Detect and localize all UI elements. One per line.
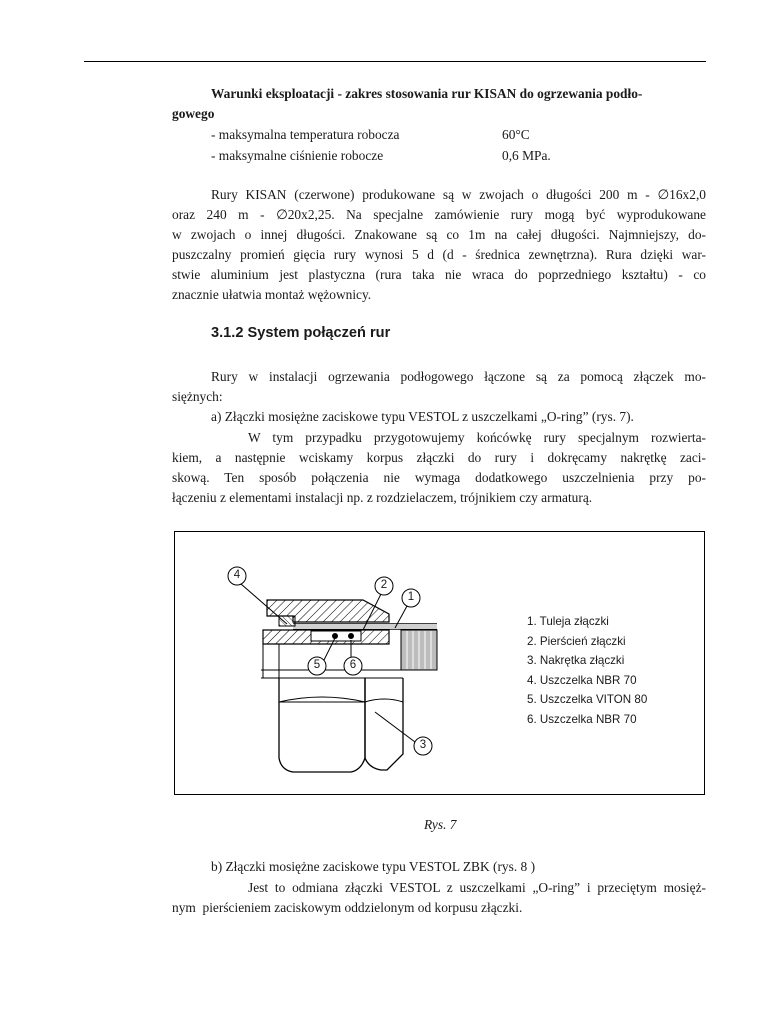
callout-5: 5 bbox=[313, 659, 321, 671]
figure-7 bbox=[174, 531, 705, 795]
header-rule bbox=[84, 61, 706, 62]
paragraph4-line: Jest to odmiana złączki VESTOL z uszczelkami „O-ring” i przeciętym mosięż- bbox=[248, 880, 706, 895]
fitting-drawing bbox=[175, 532, 705, 794]
callout-4: 4 bbox=[233, 569, 241, 581]
nut-section bbox=[263, 600, 389, 644]
legend-item-2: 2. Pierścień złączki bbox=[527, 635, 626, 648]
paragraph1-line: Rury KISAN (czerwone) produkowane są w zwojach o długości 200 m - ∅16x2,0 bbox=[211, 187, 706, 202]
paragraph3-line: kiem, a następnie wciskamy korpus złączki do rury i dokręcamy nakrętkę zaci- bbox=[172, 450, 706, 465]
paragraph2-line: siężnych: bbox=[172, 389, 223, 404]
paragraph3-line: łączeniu z elementami instalacji np. z rozdzielaczem, trójnikiem czy armaturą. bbox=[172, 490, 593, 505]
paragraph1-line: w zwojach o innej długości. Znakowane są co 1m na całej długości. Najmniejszy, do- bbox=[172, 227, 706, 242]
paragraph1-line: znacznie ułatwia montaż wężownicy. bbox=[172, 287, 372, 302]
callout-3: 3 bbox=[419, 739, 427, 751]
legend-item-3: 3. Nakrętka złączki bbox=[527, 654, 625, 667]
figure-caption: Rys. 7 bbox=[424, 817, 457, 832]
nut-body bbox=[261, 644, 403, 772]
legend-item-6: 6. Uszczelka NBR 70 bbox=[527, 713, 637, 726]
paragraph4-line: nym pierścieniem zaciskowym oddzielonym od korpusu złączki. bbox=[172, 900, 523, 915]
legend-item-4: 4. Uszczelka NBR 70 bbox=[527, 674, 637, 687]
paragraph1-line: stwie aluminium jest plastyczna (rura taka nie wraca do poprzedniego kształtu) - co bbox=[172, 267, 706, 282]
condition-label-pressure: - maksymalne ciśnienie robocze bbox=[211, 148, 384, 163]
item-a: a) Złączki mosiężne zaciskowe typu VESTOL z uszczelkami „O-ring” (rys. 7). bbox=[211, 409, 634, 424]
paragraph3-line: W tym przypadku przygotowujemy końcówkę rury specjalnym rozwierta- bbox=[248, 430, 706, 445]
callout-6: 6 bbox=[349, 659, 357, 671]
condition-value-temperature: 60°C bbox=[502, 127, 530, 142]
conditions-heading-line2: gowego bbox=[172, 106, 215, 121]
paragraph1-line: puszczalny promień gięcia rury wynosi 5 d (d - średnica zewnętrzna). Rura dzięki war- bbox=[172, 247, 706, 262]
callout-1: 1 bbox=[407, 591, 415, 603]
section-heading: 3.1.2 System połączeń rur bbox=[211, 325, 391, 341]
legend-item-5: 5. Uszczelka VITON 80 bbox=[527, 693, 648, 706]
paragraph1-line: oraz 240 m - ∅20x2,25. Na specjalne zamówienie rury mogą być wyprodukowane bbox=[172, 207, 706, 222]
paragraph2-line: Rury w instalacji ogrzewania podłogowego łączone są za pomocą złączek mo- bbox=[211, 369, 706, 384]
item-b: b) Złączki mosiężne zaciskowe typu VESTOL ZBK (rys. 8 ) bbox=[211, 859, 536, 874]
conditions-heading-line1: Warunki eksploatacji - zakres stosowania rur KISAN do ogrzewania podło- bbox=[211, 86, 643, 101]
legend-item-1: 1. Tuleja złączki bbox=[527, 615, 609, 628]
callout-2: 2 bbox=[380, 579, 388, 591]
paragraph3-line: skową. Ten sposób połączenia nie wymaga dodatkowego uszczelnienia przy po- bbox=[172, 470, 706, 485]
condition-label-temperature: - maksymalna temperatura robocza bbox=[211, 127, 400, 142]
condition-value-pressure: 0,6 MPa. bbox=[502, 148, 551, 163]
